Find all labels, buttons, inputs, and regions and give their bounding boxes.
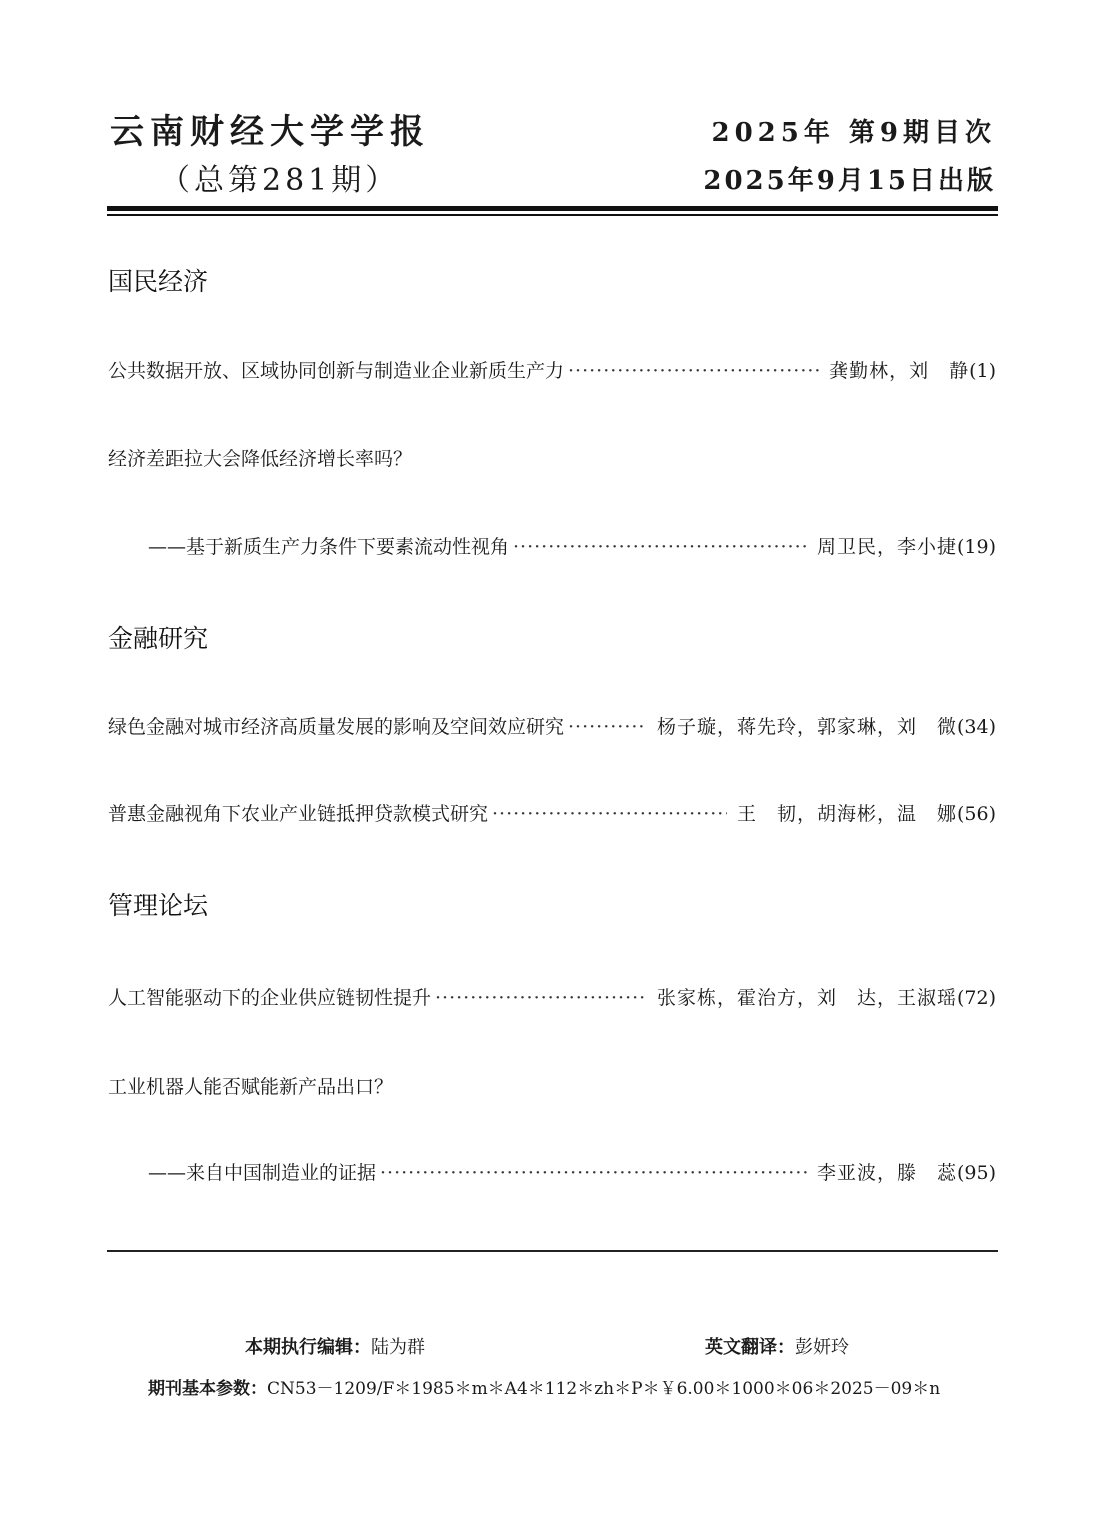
journal-parameters-label: 期刊基本参数： (148, 1379, 267, 1399)
toc-entry-authors: 周卫民，李小捷 (816, 536, 957, 558)
toc-entry-title: 绿色金融对城市经济高质量发展的影响及空间效应研究 (108, 716, 565, 738)
english-translator-name: 彭妍玲 (795, 1337, 849, 1358)
toc-entry-authors: 杨子璇，蒋先玲，郭家琳，刘 微 (656, 716, 957, 738)
dot-leader (568, 360, 819, 382)
journal-parameters (148, 1374, 940, 1399)
section-title: 国民经济 (108, 267, 209, 296)
section-title: 金融研究 (108, 624, 209, 653)
toc-entry[interactable] (108, 799, 996, 826)
toc-entry-authors: 王 韧，胡海彬，温 娜 (736, 803, 957, 825)
toc-entry-page: (56) (956, 803, 996, 825)
toc-entry[interactable] (108, 983, 996, 1010)
toc-entry-subtitle: ——来自中国制造业的证据 (148, 1162, 377, 1184)
dot-leader (513, 536, 807, 558)
journal-issue-total: （总第281期） (160, 163, 400, 198)
toc-entry-subtitle: ——基于新质生产力条件下要素流动性视角 (148, 536, 510, 558)
toc-entry[interactable] (108, 356, 996, 383)
toc-entry-title: 公共数据开放、区域协同创新与制造业企业新质生产力 (108, 360, 565, 382)
toc-entry-title: 普惠金融视角下农业产业链抵押贷款模式研究 (108, 803, 489, 825)
dot-leader (380, 1162, 807, 1184)
toc-entry-page: (72) (956, 987, 996, 1009)
issue-line: 2025年 第9期目次 (711, 118, 996, 148)
english-translator (705, 1333, 849, 1359)
toc-entry-title: 人工智能驱动下的企业供应链韧性提升 (108, 987, 432, 1009)
toc-entry[interactable] (148, 532, 996, 559)
toc-entry-page: (19) (956, 536, 996, 558)
toc-entry-title[interactable]: 经济差距拉大会降低经济增长率吗？ (108, 448, 413, 470)
toc-entry-page: (95) (956, 1162, 996, 1184)
toc-entry[interactable] (148, 1158, 996, 1185)
toc-entry-page: (34) (956, 716, 996, 738)
toc-entry-page: (1) (969, 360, 996, 382)
section-title: 管理论坛 (108, 891, 209, 920)
toc-entry-authors: 张家栋，霍治方，刘 达，王淑瑶 (656, 987, 957, 1009)
header-rule-thick (107, 206, 998, 211)
toc-entry-title[interactable]: 工业机器人能否赋能新产品出口？ (108, 1076, 394, 1098)
english-translator-label: 英文翻译： (705, 1337, 795, 1358)
header-rule-thin (107, 214, 998, 216)
toc-entry-authors: 龚勤林，刘 静 (829, 360, 970, 382)
journal-title: 云南财经大学学报 (110, 112, 430, 152)
executive-editor-name: 陆为群 (371, 1337, 425, 1358)
executive-editor-label: 本期执行编辑： (245, 1337, 371, 1358)
publication-date: 2025年9月15日出版 (703, 166, 996, 196)
dot-leader (435, 987, 647, 1009)
toc-entry[interactable] (108, 712, 996, 739)
dot-leader (492, 803, 727, 825)
toc-entry-authors: 李亚波，滕 蕊 (816, 1162, 957, 1184)
dot-leader (568, 716, 647, 738)
footer-rule (107, 1250, 998, 1252)
journal-parameters-value: CN53－1209/F＊1985＊m＊A4＊112＊zh＊P＊￥6.00＊1000＊06＊2025－09＊n (267, 1379, 941, 1399)
executive-editor (245, 1333, 425, 1359)
